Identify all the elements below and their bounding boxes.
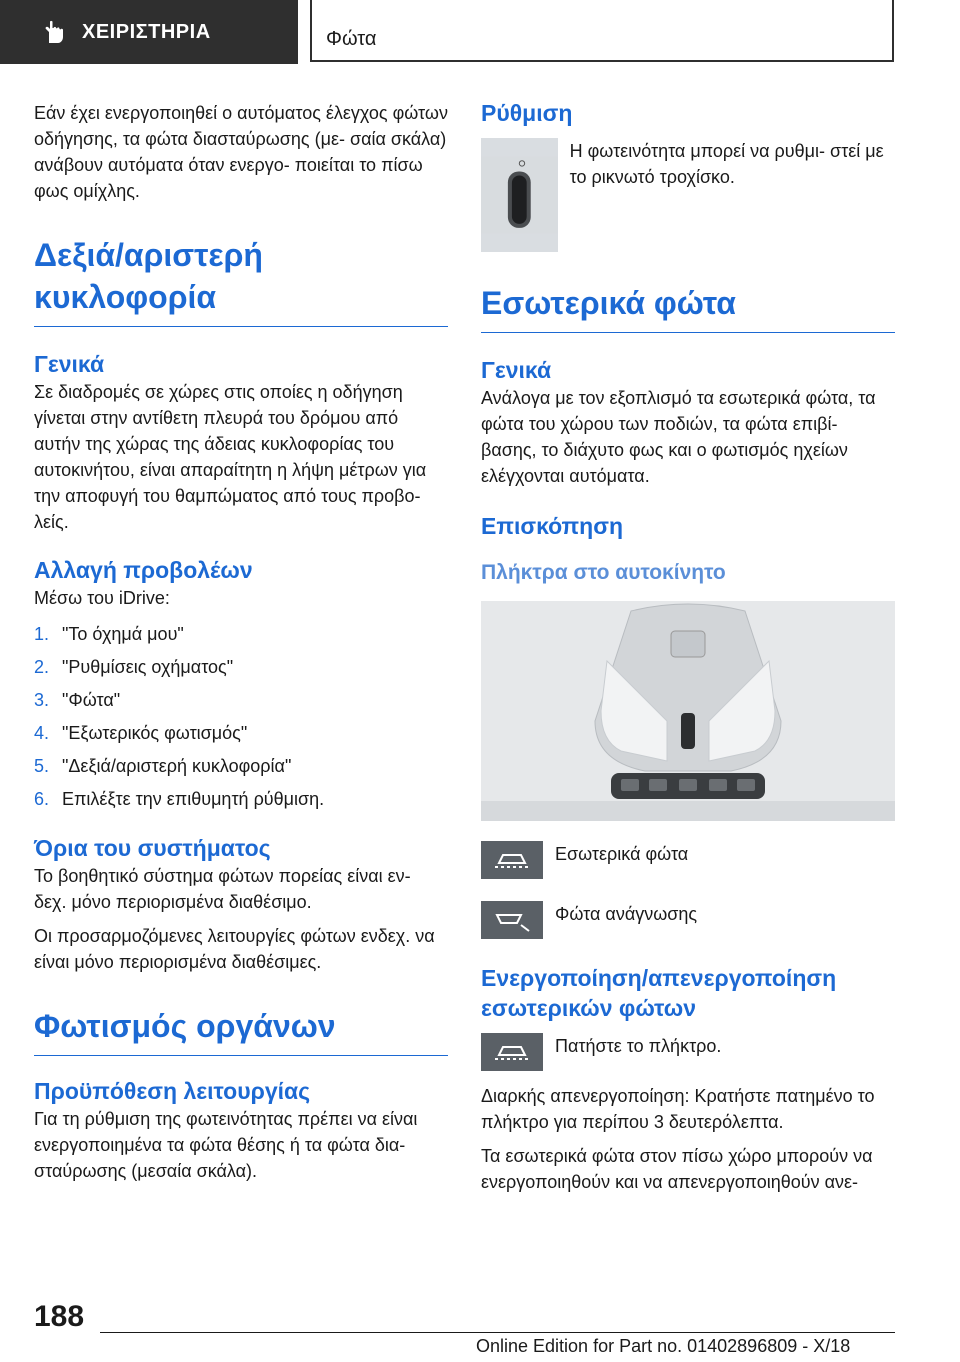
list-item: 5. "Δεξιά/αριστερή κυκλοφορία" [34,756,292,776]
hand-pointer-icon [40,19,66,45]
list-item: 6. Επιλέξτε την επιθυμητή ρύθμιση. [34,789,325,809]
heading-on-off: Ενεργοποίηση/απενεργοποίηση εσωτερικών φώτων [481,965,837,1021]
adjust-row [481,138,895,252]
list-item: 3. "Φώτα" [34,690,121,710]
interior-light-row [481,841,895,879]
reading-light-icon [481,901,543,939]
steps-list [34,623,448,810]
general-paragraph-right: Ανάλογα με τον εξοπλισμό τα εσωτερικά φώτα, τα φώτα του χώρου των ποδιών, τα φώτα επιβί- βασης, το διάχυτο φως και ο φωτισμός ηχείων ελέγχονται αυτόματα. [481,388,876,486]
right-column [481,98,895,1195]
page-number: 188 [34,1300,85,1333]
heading-traffic: Δεξιά/αριστερή κυκλοφορία [34,234,448,327]
reading-light-row [481,901,895,939]
footer-divider [100,1332,895,1333]
heading-interior-lights: Εσωτερικά φώτα [481,282,895,333]
rear-lights-paragraph: Τα εσωτερικά φώτα στον πίσω χώρο μπορούν να ενεργοποιηθούν και να απενεργοποιηθούν ανε- [481,1146,873,1192]
header-section [310,0,894,62]
press-paragraph: Πατήστε το πλήκτρο. [555,1036,722,1056]
list-item: 4. "Εξωτερικός φωτισμός" [34,723,248,743]
general-paragraph-left: Σε διαδρομές σε χώρες στις οποίες η οδήγηση γίνεται στην αντίθετη πλευρά του δρόμου από αυτήν της χώρας της άδειας κυκλοφορίας του αυτοκινήτου, είναι απαραίτητη η λήψη μέτρων για την αποφυγή του θαμπώματος από τους προβο- λείς. [34,382,427,532]
header-tab [0,0,298,64]
press-row [481,1033,895,1071]
via-idrive: Μέσω του iDrive: [34,588,170,608]
heading-general-right: Γενικά [481,357,552,383]
deactivation-paragraph: Διαρκής απενεργοποίηση: Κρατήστε πατημένο το πλήκτρο για περίπου 3 δευτερόλεπτα. [481,1086,875,1132]
interior-light-button-icon [481,1033,543,1071]
interior-light-icon [481,841,543,879]
heading-buttons-in-car: Πλήκτρα στο αυτοκίνητο [481,561,726,584]
overhead-console-image [481,601,895,821]
heading-prerequisite: Προϋπόθεση λειτουργίας [34,1078,311,1104]
thumbwheel-image [481,138,558,252]
heading-limits: Όρια του συστήματος [34,835,271,861]
heading-overview: Επισκόπηση [481,513,623,539]
header-section-label: Φώτα [326,28,377,50]
header-tab-label: ΧΕΙΡΙΣΤΗΡΙΑ [82,20,211,43]
reading-light-label: Φώτα ανάγνωσης [555,904,698,924]
heading-general-left: Γενικά [34,351,105,377]
interior-light-label: Εσωτερικά φώτα [555,844,689,864]
list-item: 1. "Το όχημά μου" [34,624,184,644]
limits-paragraph-2: Οι προσαρμοζόμενες λειτουργίες φώτων ενδεχ. να είναι μόνο περιορισμένα διαθέσιμες. [34,926,435,972]
footer-edition: Online Edition for Part no. 01402896809 - X/18 [476,1336,851,1356]
heading-change-headlights: Αλλαγή προβολέων [34,557,253,583]
limits-paragraph-1: Το βοηθητικό σύστημα φώτων πορείας είναι εν- δεχ. μόνο περιορισμένα διαθέσιμο. [34,866,411,912]
left-column [34,100,448,1184]
heading-adjust: Ρύθμιση [481,100,573,126]
intro-paragraph: Εάν έχει ενεργοποιηθεί ο αυτόματος έλεγχος φώτων οδήγησης, τα φώτα διασταύρωσης (με- σαία σκάλα) ανάβουν αυτόματα όταν ενεργο- ποιείται το πίσω φως ομίχλης. [34,103,448,201]
prerequisite-paragraph: Για τη ρύθμιση της φωτεινότητας πρέπει να είναι ενεργοποιημένα τα φώτα θέσης ή τα φώτα δια- σταύρωσης (μεσαία σκάλα). [34,1109,418,1181]
adjust-paragraph: Η φωτεινότητα μπορεί να ρυθμι- στεί με το ρικνωτό τροχίσκο. [569,141,884,187]
heading-instrument-lighting: Φωτισμός οργάνων [34,1005,448,1056]
list-item: 2. "Ρυθμίσεις οχήματος" [34,657,234,677]
